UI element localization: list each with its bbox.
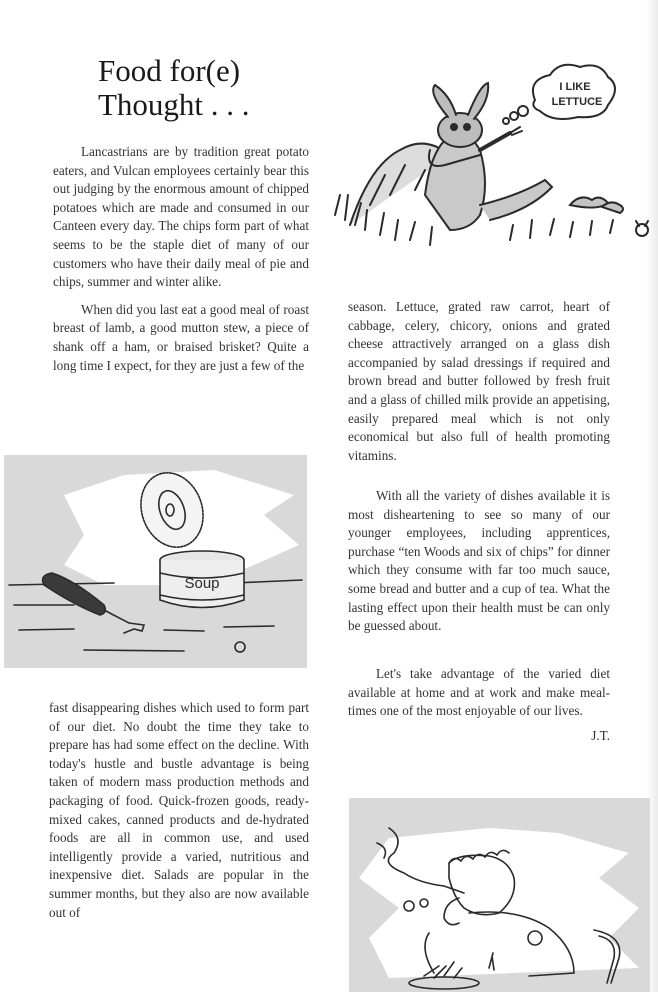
paragraph: Let's take advantage of the varied diet available at home and at work and make meal-times one of the most enjoyable of our lives. <box>348 666 610 719</box>
soup-label: Soup <box>184 575 220 592</box>
title-line-1: Food for(e) <box>98 53 241 88</box>
speech-line-1: I LIKE <box>559 81 591 93</box>
rabbit-eating-carrot-illustration <box>330 55 655 255</box>
paragraph: season. Lettuce, grated raw carrot, heart of cabbage, celery, chicory, onions and grated cheese attractively arranged on a glass dish accompanied by salad dressings if required and brown bread and butter followed by fresh fruit and a glass of chilled milk provide an appetising, easily prepared meal which is not only economical but also full of health promoting vitamins. <box>348 299 610 463</box>
author-signature: J.T. <box>591 727 610 743</box>
title-line-2: Thought . . . <box>98 87 250 122</box>
speech-line-2: LETTUCE <box>551 96 603 108</box>
left-column-top <box>53 143 309 375</box>
paragraph: Lancastrians are by tradition great potato eaters, and Vulcan employees certainly bear this out judging by the enormous amount of chipped potatoes which are made and consumed in our Canteen every day. The chips form part of what seems to be the staple diet of many of our customers who have their daily meal of pie and chips, summer and winter alike. <box>53 144 309 290</box>
man-eating-chips-illustration <box>349 798 650 992</box>
paragraph: With all the variety of dishes available it is most disheartening to see so many of our younger employees, including apprentices, purchase “ten Woods and six of chips” for dinner which they consume with far too much sauce, some bread and butter and a cup of tea. What the lasting effect upon their health must be can only be guessed about. <box>348 488 610 634</box>
right-column-1 <box>348 298 610 465</box>
paragraph: When did you last eat a good meal of roast breast of lamb, a good mutton stew, a piece of shank off a ham, or braised brisket? Quite a long time I expect, for they are just a few of the <box>53 301 309 373</box>
right-column-2 <box>348 487 610 636</box>
article-title <box>98 54 328 122</box>
right-column-3 <box>348 665 610 745</box>
left-column-bottom <box>49 699 309 922</box>
paragraph: fast disappearing dishes which used to form part of our diet. No doubt the time they take to prepare has had some effect on the decline. With today's hustle and bustle advantage is being taken of modern mass production methods and packaging of food. Quick-frozen goods, ready-mixed cakes, canned products and de-hydrated foods are all in common use, and used intelligently provide a varied, nutritious and inexpensive diet. Salads are popular in the summer months, but they also are now available out of <box>49 700 309 920</box>
soup-can-illustration <box>4 455 307 668</box>
